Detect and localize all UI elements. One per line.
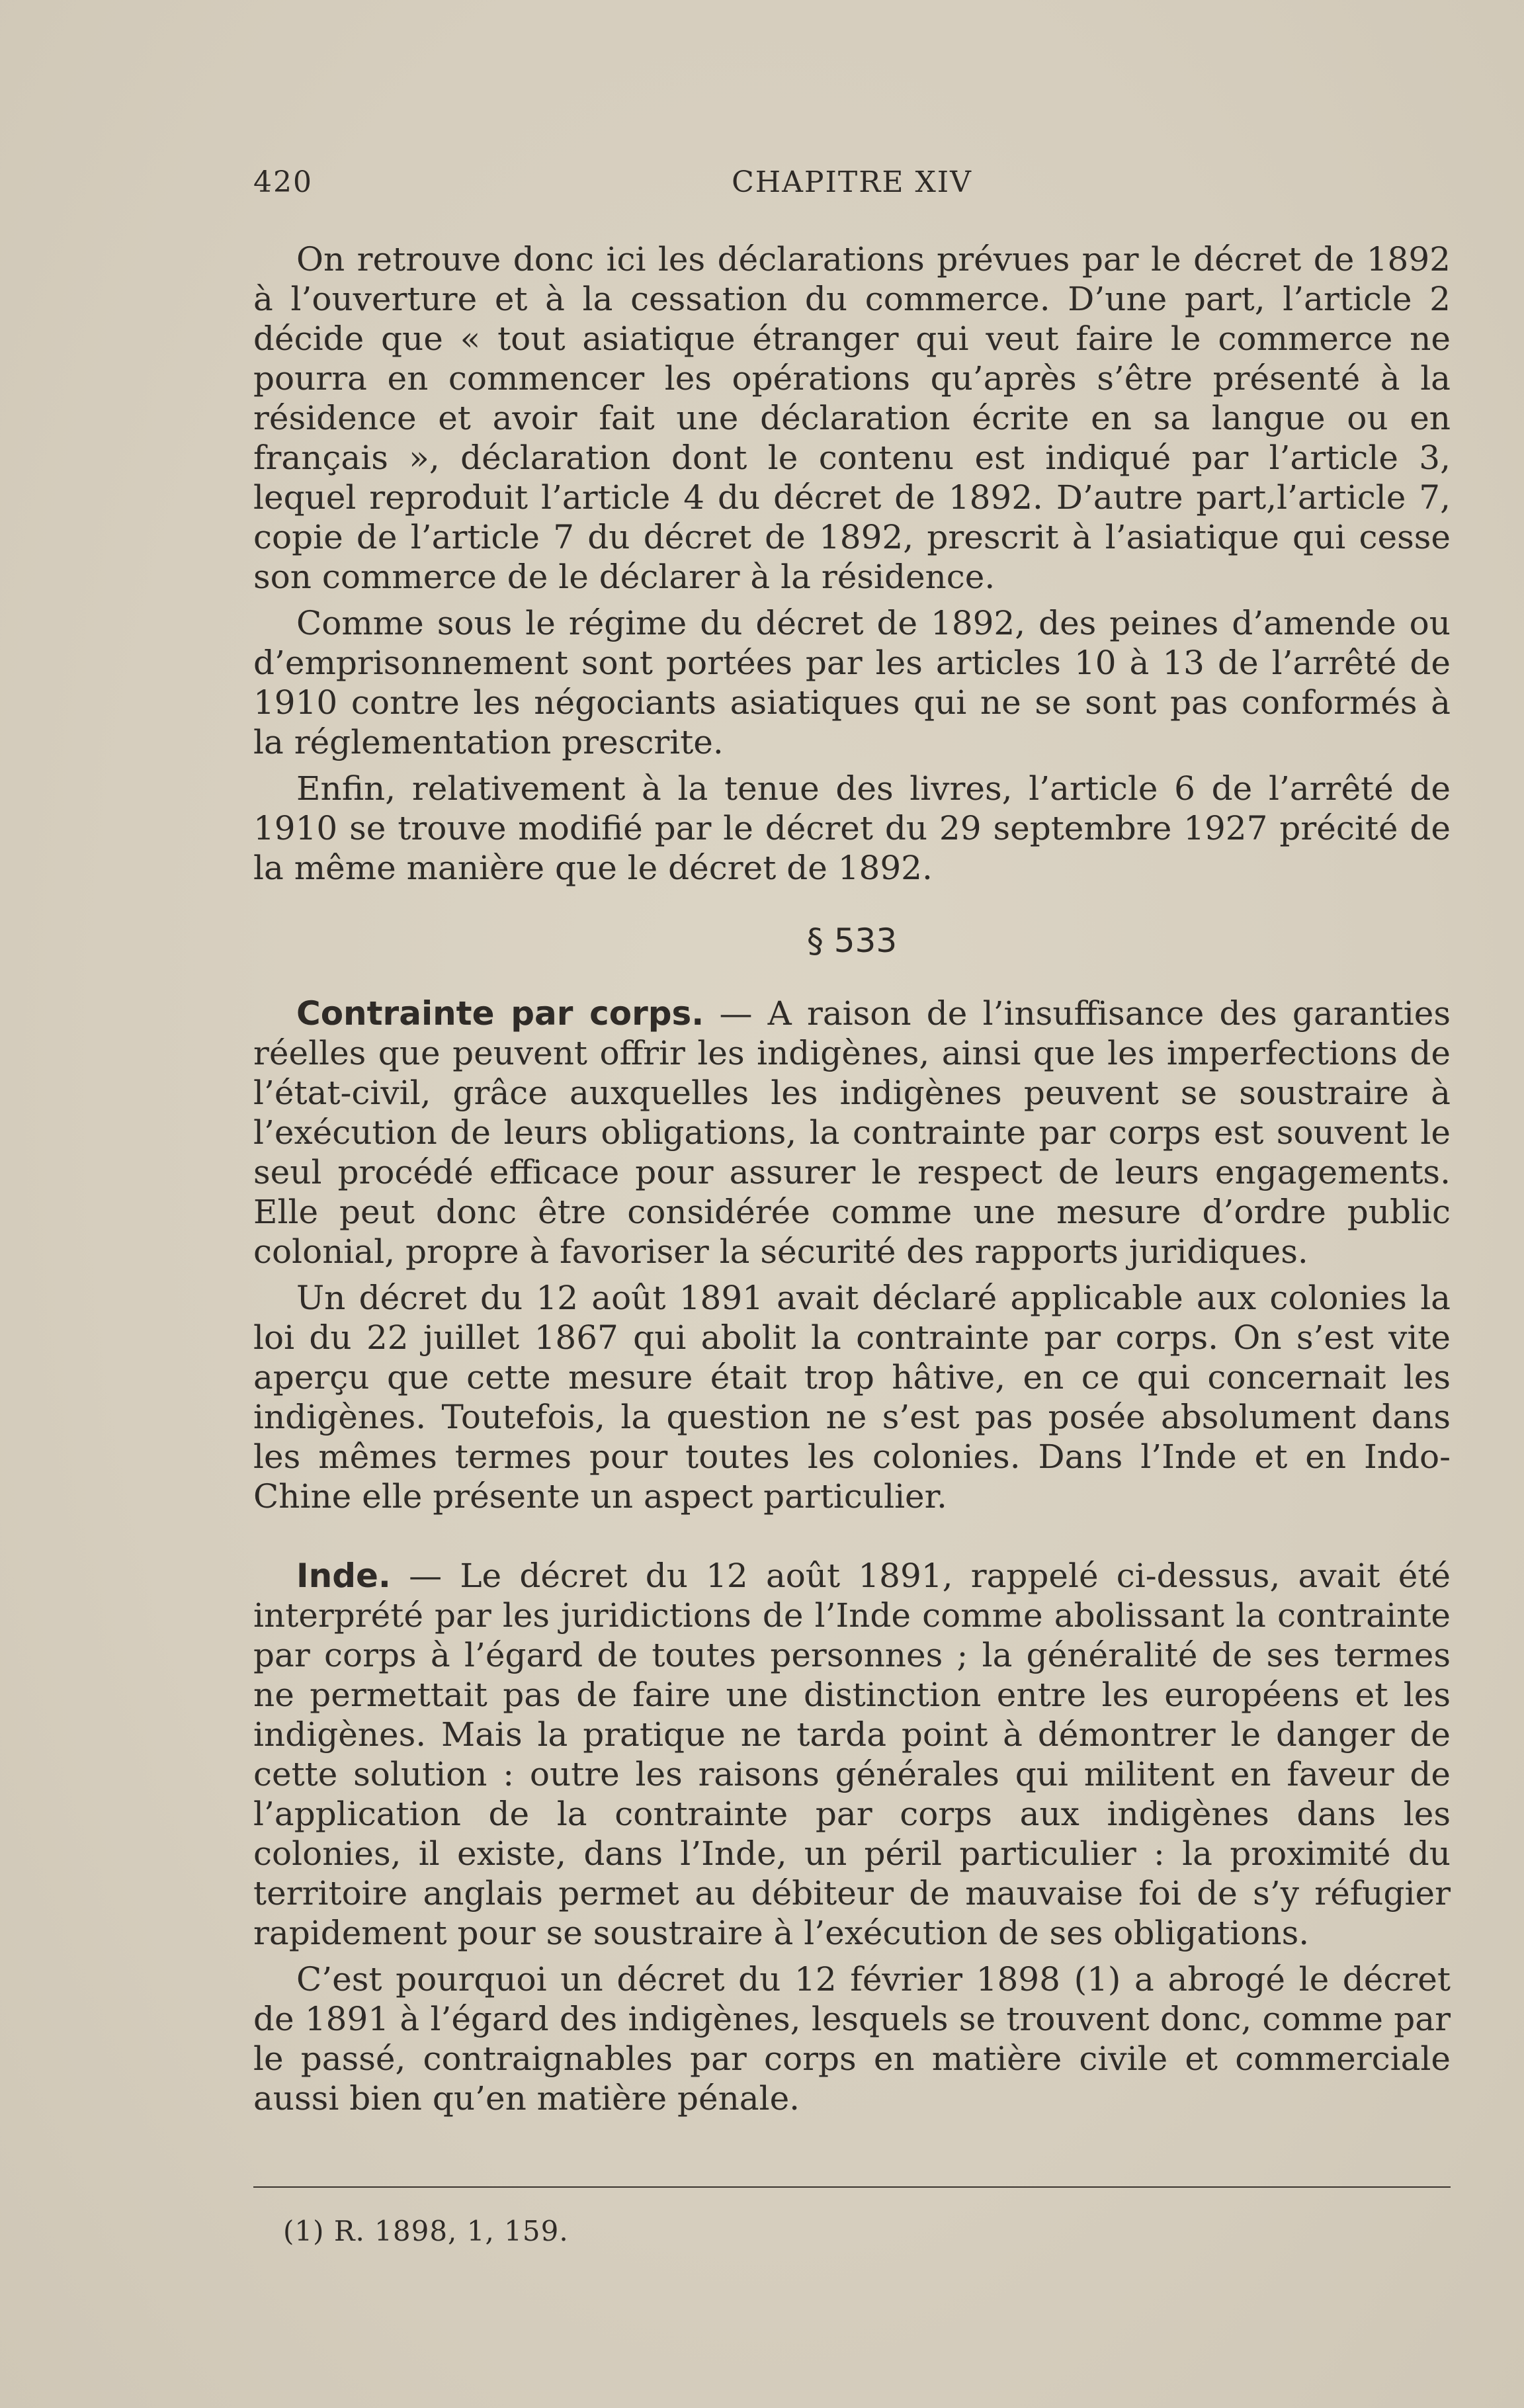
footnote: (1) R. 1898, 1, 159. (283, 2215, 569, 2247)
page-number: 420 (253, 165, 313, 199)
inde-text: — Le décret du 12 août 1891, rappelé ci-dessus, avait été interprété par les juridictions de l’Inde comme abolissant la contrainte par corps à l’égard de toutes personnes ; la généralité de ses termes ne permettait pas de faire une distinction entre les européens et les indigènes. Mais la pratique ne tarda point à démontrer le danger de cette solution : outre les raisons générales qui militent en faveur de l’application de la contrainte par corps aux indigènes dans les colonies, il existe, dans l’Inde, un péril particulier : la proximité du territoire anglais permet au débiteur de mauvaise foi de s’y réfugier rapidement pour se soustraire à l’exécution de ses obligations. (253, 1557, 1451, 1952)
paragraph: On retrouve donc ici les déclarations prévues par le décret de 1892 à l’ouverture et à la cessation du commerce. D’une part, l’article 2 décide que « tout asiatique étranger qui veut faire le commerce ne pourra en commencer les opérations qu’après s’être présenté à la résidence et avoir fait une déclaration écrite en sa langue ou en français », déclaration dont le contenu est indiqué par l’article 3, lequel reproduit l’article 4 du décret de 1892. D’autre part,l’article 7, copie de l’article 7 du décret de 1892, prescrit à l’asiatique qui cesse son commerce de le déclarer à la résidence. (253, 240, 1451, 596)
page-header (253, 165, 1451, 205)
paragraph-inde (253, 1556, 1451, 1953)
contrainte-text: — A raison de l’insuffisance des garanties réelles que peuvent offrir les indigènes, ainsi que les imperfections de l’état-civil, grâce auxquelles les indigènes peuvent se soustraire à l’exécution de leurs obligations, la contrainte par corps est souvent le seul procédé efficace pour assurer le respect de leurs engagements. Elle peut donc être considérée comme une mesure d’ordre public colonial, propre à favoriser la sécurité des rapports juridiques. (253, 994, 1451, 1271)
section-title: § 533 (806, 922, 898, 960)
inde-heading: Inde. (296, 1557, 391, 1595)
paragraph: C’est pourquoi un décret du 12 février 1898 (1) a abrogé le décret de 1891 à l’égard des indigènes, lesquels se trouvent donc, comme par le passé, contraignables par corps en matière civile et commerciale aussi bien qu’en matière pénale. (253, 1960, 1451, 2118)
paragraph: Enfin, relativement à la tenue des livres, l’article 6 de l’arrêté de 1910 se trouve modifié par le décret du 29 septembre 1927 précité de la même manière que le décret de 1892. (253, 769, 1451, 887)
paragraph: Comme sous le régime du décret de 1892, des peines d’amende ou d’emprisonnement sont portées par les articles 10 à 13 de l’arrêté de 1910 contre les négociants asiatiques qui ne se sont pas conformés à la réglementation prescrite. (253, 604, 1451, 761)
running-head: CHAPITRE XIV (732, 165, 972, 199)
body-text (253, 239, 1451, 2118)
paragraph: Un décret du 12 août 1891 avait déclaré applicable aux colonies la loi du 22 juillet 1867 qui abolit la contrainte par corps. On s’est vite aperçu que cette mesure était trop hâtive, en ce qui concernait les indigènes. Toutefois, la question ne s’est pas posée absolument dans les mêmes termes pour toutes les colonies. Dans l’Inde et en Indo-Chine elle présente un aspect particulier. (253, 1279, 1451, 1516)
footnote-divider (253, 2186, 1451, 2188)
paragraph-contrainte (253, 994, 1451, 1271)
contrainte-heading: Contrainte par corps. (296, 994, 704, 1033)
